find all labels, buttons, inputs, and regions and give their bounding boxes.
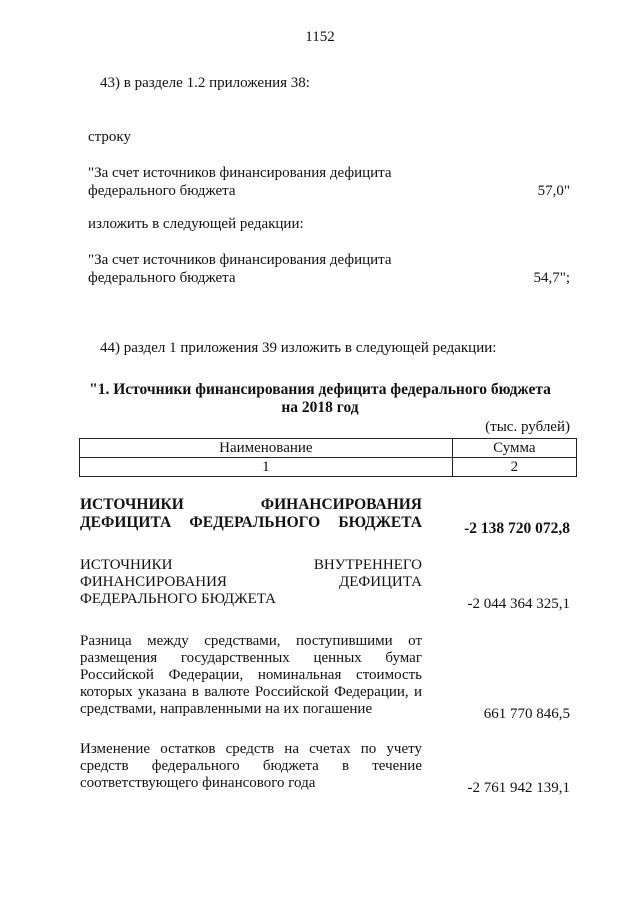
section-title-line-1: "1. Источники финансирования дефицита федерального бюджета: [89, 381, 551, 398]
row-3-line-2: размещения государственных ценных бумаг: [80, 650, 422, 666]
row-4-amount: -2 761 942 139,1: [467, 780, 570, 796]
old-line-2: федерального бюджета: [88, 183, 236, 199]
new-line-2: федерального бюджета: [88, 270, 236, 286]
izlozhit-label: изложить в следующей редакции:: [88, 216, 304, 232]
old-line-1: "За счет источников финансирования дефицита: [88, 165, 392, 181]
column-number-name: 1: [80, 458, 453, 477]
row-3-line-3: Российской Федерации, номинальная стоимость: [80, 667, 422, 683]
old-value: 57,0": [537, 183, 570, 199]
new-value: 54,7";: [533, 270, 570, 286]
header-table: [79, 438, 577, 477]
row-1-line-2: ДЕФИЦИТА ФЕДЕРАЛЬНОГО БЮДЖЕТА: [80, 514, 422, 531]
row-3-line-4: которых указана в валюте Российской Федерации, и: [80, 684, 422, 700]
item-43-heading: 43) в разделе 1.2 приложения 38:: [100, 75, 310, 91]
row-2-line-1: ИСТОЧНИКИ ВНУТРЕННЕГО: [80, 557, 422, 573]
new-line-1: "За счет источников финансирования дефицита: [88, 252, 392, 268]
stroku-label: строку: [88, 129, 131, 145]
row-1-line-1: ИСТОЧНИКИ ФИНАНСИРОВАНИЯ: [80, 496, 422, 513]
page-number: 1152: [305, 29, 335, 45]
column-number-sum: 2: [452, 458, 576, 477]
item-44-heading: 44) раздел 1 приложения 39 изложить в следующей редакции:: [100, 340, 497, 356]
row-2-amount: -2 044 364 325,1: [467, 596, 570, 612]
row-4-line-2: средств федерального бюджета в течение: [80, 758, 422, 774]
row-2-line-2: ФИНАНСИРОВАНИЯ ДЕФИЦИТА: [80, 574, 422, 590]
units-label: (тыс. рублей): [485, 419, 570, 435]
column-header-sum: Сумма: [452, 439, 576, 458]
row-4-line-1: Изменение остатков средств на счетах по учету: [80, 741, 422, 757]
section-title-line-2: на 2018 год: [281, 399, 359, 416]
column-number-row: [80, 458, 577, 477]
column-header-name: Наименование: [80, 439, 453, 458]
row-1-amount: -2 138 720 072,8: [464, 520, 570, 537]
row-3-line-5: средствами, направленными на их погашение: [80, 701, 373, 717]
row-2-line-3: ФЕДЕРАЛЬНОГО БЮДЖЕТА: [80, 591, 276, 607]
row-3-line-1: Разница между средствами, поступившими от: [80, 633, 422, 649]
row-3-amount: 661 770 846,5: [483, 706, 570, 722]
row-4-line-3: соответствующего финансового года: [80, 775, 316, 791]
header-row: [80, 439, 577, 458]
